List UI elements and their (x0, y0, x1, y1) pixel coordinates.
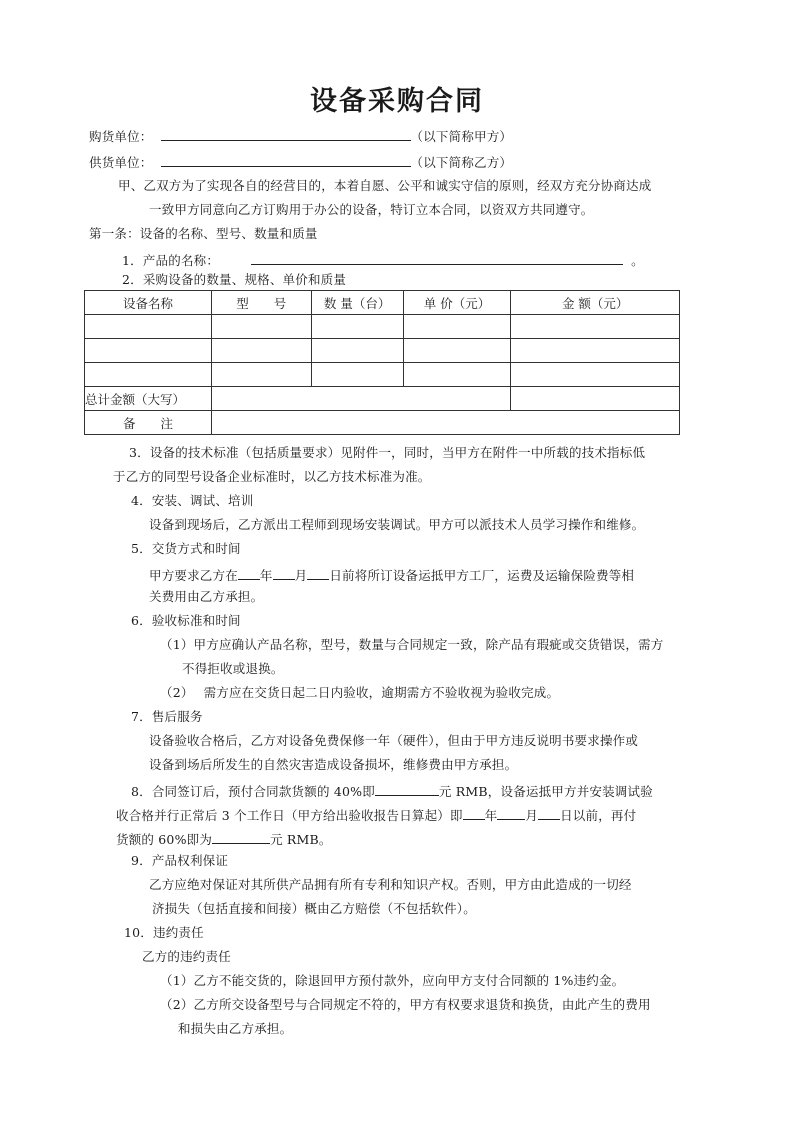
item-8-line-1 (131, 781, 653, 800)
remark-label: 备 注 (85, 411, 212, 435)
table-row (85, 363, 680, 387)
item-8-year: 年 (484, 808, 498, 823)
item-5-month: 月 (294, 568, 308, 583)
remark-cell[interactable] (211, 411, 679, 435)
item-8-l3-post: 元 RMB。 (270, 832, 332, 847)
item-6-p1-line-2: 不得拒收或退换。 (182, 661, 284, 676)
cell-unit-price[interactable] (403, 339, 511, 363)
payment-day-blank[interactable] (538, 805, 560, 820)
cell-equipment-name[interactable] (85, 363, 212, 387)
item-10-sub: 乙方的违约责任 (142, 949, 231, 964)
item-8-l2-post: 日以前，再付 (560, 808, 637, 823)
total-row (85, 387, 680, 411)
header-amount: 金 额（元） (511, 291, 680, 315)
prepayment-amount-blank[interactable] (375, 781, 439, 796)
item-1-row (122, 250, 644, 269)
item-1-label: 1．产品的名称： (122, 253, 220, 268)
item-1-end: 。 (631, 253, 644, 268)
total-uppercase-cell[interactable] (211, 387, 511, 411)
item-8-l1-post: 元 RMB，设备运抵甲方并安装调试验 (438, 784, 653, 799)
item-5-pre: 甲方要求乙方在 (149, 568, 238, 583)
item-6-p2 (160, 685, 559, 701)
table-row (85, 315, 680, 339)
total-label: 总计金额（大写） (85, 387, 212, 411)
item-8-line-2 (116, 805, 636, 824)
payment-month-blank[interactable] (497, 805, 525, 820)
header-unit-price: 单 价（元） (403, 291, 511, 315)
remark-row (85, 411, 680, 435)
seller-row (89, 152, 512, 171)
item-6-p1-line-1: （1）甲方应确认产品名称，型号，数量与合同规定一致，除产品有瑕疵或交货错误，需方 (160, 637, 664, 652)
item-2-heading: 2．采购设备的数量、规格、单价和质量 (122, 272, 347, 287)
cell-quantity[interactable] (311, 363, 403, 387)
cell-unit-price[interactable] (403, 363, 511, 387)
table-header-row (85, 291, 680, 315)
header-quantity: 数 量（台） (311, 291, 403, 315)
item-8-l3-pre: 货额的 60%即为 (116, 832, 213, 847)
delivery-month-blank[interactable] (273, 565, 295, 580)
item-5-line-2: 关费用由乙方承担。 (149, 589, 264, 604)
item-5-line-1 (149, 565, 634, 584)
buyer-row (89, 126, 512, 145)
header-equipment-name: 设备名称 (85, 291, 212, 315)
item-10-p2-line-2: 和损失由乙方承担。 (178, 1021, 293, 1036)
item-5-year: 年 (259, 568, 273, 583)
cell-amount[interactable] (511, 363, 680, 387)
item-10-p1: （1）乙方不能交货的，除退回甲方预付款外，应向甲方支付合同额的 1%违约金。 (160, 973, 625, 988)
item-5-heading: 5．交货方式和时间 (131, 541, 241, 556)
item-3-line-2: 于乙方的同型号设备企业标准时，以乙方技术标准为准。 (113, 469, 431, 484)
item-5-post: 日前将所订设备运抵甲方工厂，运费及运输保险费等相 (329, 568, 635, 583)
item-6-p2-num: （2） (160, 685, 194, 700)
item-8-l1-pre: 8．合同签订后，预付合同款货额的 40%即 (131, 784, 375, 799)
cell-amount[interactable] (511, 315, 680, 339)
cell-equipment-name[interactable] (85, 315, 212, 339)
item-10-p2-line-1: （2）乙方所交设备型号与合同规定不符的，甲方有权要求退货和换货，由此产生的费用 (160, 997, 651, 1012)
total-amount-cell[interactable] (511, 387, 680, 411)
cell-unit-price[interactable] (403, 315, 511, 339)
item-4-body: 设备到现场后，乙方派出工程师到现场安装调试。甲方可以派技术人员学习操作和维修。 (149, 517, 645, 532)
cell-equipment-name[interactable] (85, 339, 212, 363)
item-9-line-1: 乙方应绝对保证对其所供产品拥有所有专利和知识产权。否则，甲方由此造成的一切经 (149, 877, 632, 892)
buyer-blank[interactable] (161, 126, 411, 141)
cell-model[interactable] (211, 315, 311, 339)
item-9-line-2: 济损失（包括直接和间接）概由乙方赔偿（不包括软件）。 (152, 901, 476, 916)
cell-quantity[interactable] (311, 315, 403, 339)
intro-line-1: 甲、乙双方为了实现各自的经营目的，本着自愿、公平和诚实守信的原则，经双方充分协商达成 (118, 178, 652, 193)
item-7-line-1: 设备验收合格后，乙方对设备免费保修一年（硬件），但由于甲方违反说明书要求操作或 (149, 733, 639, 748)
balance-amount-blank[interactable] (212, 829, 270, 844)
delivery-day-blank[interactable] (307, 565, 329, 580)
item-10-heading: 10．违约责任 (124, 925, 204, 940)
cell-model[interactable] (211, 339, 311, 363)
item-7-line-2: 设备到场后所发生的自然灾害造成设备损坏，维修费由甲方承担。 (149, 757, 518, 772)
item-9-heading: 9．产品权利保证 (131, 853, 229, 868)
product-name-blank[interactable] (251, 250, 623, 265)
equipment-table (84, 290, 680, 435)
item-4-heading: 4．安装、调试、培训 (131, 493, 254, 508)
item-6-heading: 6．验收标准和时间 (131, 613, 241, 628)
seller-note: （以下简称乙方） (410, 155, 513, 170)
table-row (85, 339, 680, 363)
intro-line-2: 一致甲方同意向乙方订购用于办公的设备，特订立本合同，以资双方共同遵守。 (149, 202, 594, 217)
cell-model[interactable] (211, 363, 311, 387)
article-1-heading: 第一条：设备的名称、型号、数量和质量 (89, 226, 318, 241)
cell-quantity[interactable] (311, 339, 403, 363)
buyer-label: 购货单位： (89, 129, 153, 144)
cell-amount[interactable] (511, 339, 680, 363)
seller-blank[interactable] (161, 152, 411, 167)
delivery-year-blank[interactable] (238, 565, 260, 580)
item-6-p2-text: 需方应在交货日起二日内验收，逾期需方不验收视为验收完成。 (203, 685, 560, 700)
header-model: 型 号 (211, 291, 311, 315)
item-7-heading: 7．售后服务 (131, 709, 203, 724)
item-8-line-3 (116, 829, 332, 848)
item-8-l2-pre: 收合格并行正常后 3 个工作日（甲方给出验收报告日算起）即 (116, 808, 463, 823)
buyer-note: （以下简称甲方） (410, 129, 513, 144)
document-title: 设备采购合同 (310, 86, 484, 117)
item-3-line-1: 3．设备的技术标准（包括质量要求）见附件一，同时，当甲方在附件一中所载的技术指标低 (129, 445, 646, 460)
item-8-month: 月 (525, 808, 539, 823)
seller-label: 供货单位： (89, 155, 153, 170)
payment-year-blank[interactable] (463, 805, 485, 820)
